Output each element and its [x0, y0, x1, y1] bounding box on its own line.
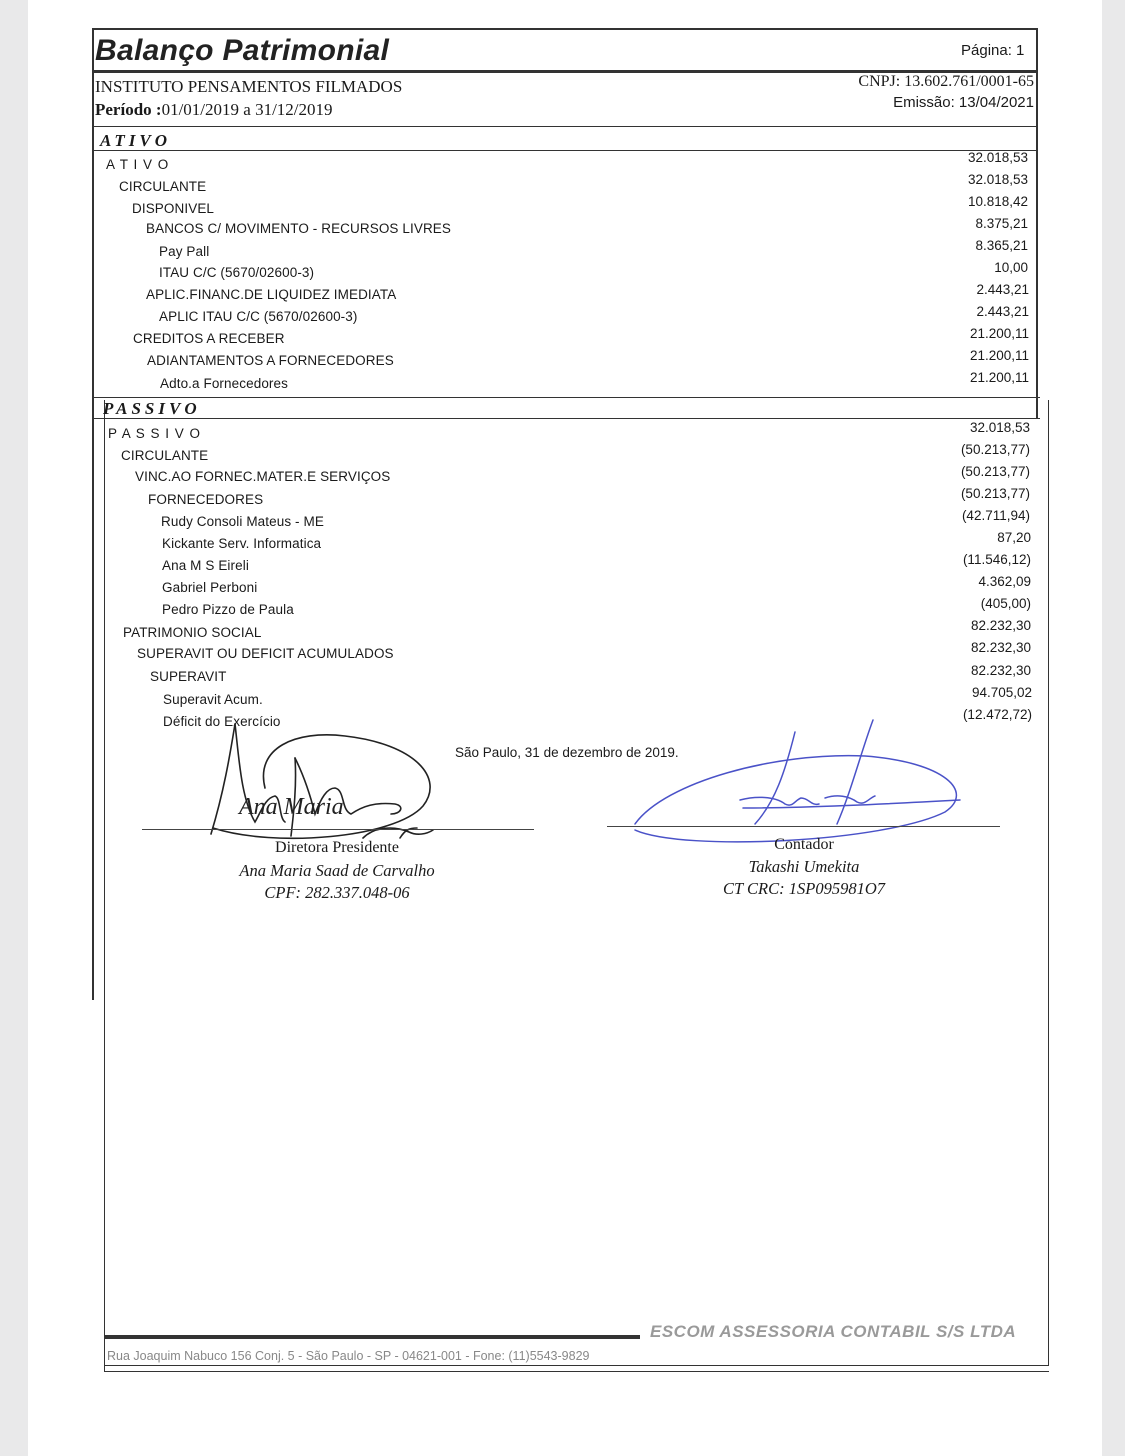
ativo-row-label: DISPONIVEL — [132, 201, 215, 216]
passivo-row-value: 82.232,30 — [970, 663, 1031, 678]
emission-date: Emissão: 13/04/2021 — [893, 94, 1034, 111]
passivo-row-value: 82.232,30 — [970, 640, 1031, 655]
ativo-title-line — [94, 150, 1038, 151]
passivo-row-label: Déficit do Exercício — [163, 714, 281, 729]
passivo-row-value: 82.232,30 — [970, 618, 1031, 633]
period-label: Período : — [95, 100, 162, 119]
footer-thick-line — [104, 1335, 640, 1339]
footer-bottom-line — [104, 1371, 1049, 1372]
company-name: INSTITUTO PENSAMENTOS FILMADOS — [95, 77, 403, 96]
passivo-row-value: (50.213,77) — [960, 442, 1030, 457]
passivo-row-label: SUPERAVIT OU DEFICIT ACUMULADOS — [137, 646, 394, 661]
frame-right-line-upper — [1036, 28, 1038, 418]
page-number: Página: 1 — [961, 42, 1025, 59]
ativo-row-label: APLIC ITAU C/C (5670/02600-3) — [159, 309, 358, 324]
ativo-row-label: Pay Pall — [159, 244, 210, 259]
frame-left-line-upper — [92, 28, 94, 1000]
signature-left-name: Ana Maria Saad de Carvalho — [239, 861, 435, 880]
signature-takashi — [625, 712, 970, 852]
passivo-section-title: PASSIVO — [103, 399, 201, 418]
passivo-row-label: Superavit Acum. — [163, 692, 263, 707]
signature-handwriting-text: Ana Maria — [239, 794, 344, 820]
passivo-row-value: (42.711,94) — [961, 508, 1030, 523]
frame-left-line-lower — [104, 400, 105, 1372]
place-date: São Paulo, 31 de dezembro de 2019. — [455, 745, 679, 760]
frame-right-line-lower — [1048, 400, 1049, 1366]
passivo-row-value: (50.213,77) — [960, 464, 1030, 479]
ativo-row-value: 2.443,21 — [976, 304, 1029, 319]
passivo-row-label: P A S S I V O — [108, 426, 202, 441]
ativo-row-value: 8.375,21 — [975, 216, 1028, 231]
signature-left-role: Diretora Presidente — [275, 839, 399, 856]
signature-right-name: Takashi Umekita — [748, 857, 860, 876]
signature-left-doc: CPF: 282.337.048-06 — [264, 883, 410, 902]
ativo-row-value: 32.018,53 — [967, 172, 1028, 187]
passivo-row-label: FORNECEDORES — [148, 492, 264, 507]
ativo-section-title: ATIVO — [100, 131, 172, 150]
passivo-row-label: Rudy Consoli Mateus - ME — [161, 514, 324, 529]
passivo-row-label: VINC.AO FORNEC.MATER.E SERVIÇOS — [135, 469, 391, 484]
ativo-row-value: 2.443,21 — [976, 282, 1029, 297]
ativo-row-value: 32.018,53 — [967, 150, 1028, 165]
passivo-row-value: (405,00) — [980, 596, 1031, 611]
ativo-row-label: APLIC.FINANC.DE LIQUIDEZ IMEDIATA — [146, 287, 397, 302]
passivo-row-label: SUPERAVIT — [150, 669, 227, 684]
passivo-row-value: 87,20 — [997, 530, 1031, 545]
ativo-row-value: 8.365,21 — [975, 238, 1028, 253]
passivo-row-value: (50.213,77) — [960, 486, 1030, 501]
ativo-row-value: 10,00 — [994, 260, 1028, 275]
frame-top-line — [92, 28, 1038, 30]
passivo-row-value: (12.472,72) — [962, 707, 1032, 722]
ativo-row-value: 10.818,42 — [967, 194, 1028, 209]
passivo-row-label: Ana M S Eireli — [162, 558, 249, 573]
ativo-row-value: 21.200,11 — [969, 370, 1029, 385]
signature-line-left — [142, 829, 534, 830]
ativo-row-label: BANCOS C/ MOVIMENTO - RECURSOS LIVRES — [146, 221, 451, 236]
cnpj: CNPJ: 13.602.761/0001-65 — [858, 73, 1034, 90]
ativo-row-label: A T I V O — [106, 157, 170, 172]
ativo-row-label: CREDITOS A RECEBER — [133, 331, 285, 346]
passivo-row-value: (11.546,12) — [962, 552, 1031, 567]
footer-firm-name: ESCOM ASSESSORIA CONTABIL S/S LTDA — [650, 1322, 1017, 1341]
passivo-row-label: Gabriel Perboni — [162, 580, 258, 595]
footer-inner-line — [104, 1365, 1049, 1366]
period-value: 01/01/2019 a 31/12/2019 — [161, 100, 333, 119]
ativo-row-label: ADIANTAMENTOS A FORNECEDORES — [147, 353, 394, 368]
ativo-row-value: 21.200,11 — [969, 348, 1029, 363]
signature-right-doc: CT CRC: 1SP095981O7 — [723, 879, 885, 898]
ativo-row-label: ITAU C/C (5670/02600-3) — [159, 265, 315, 280]
ativo-row-label: Adto.a Fornecedores — [160, 376, 288, 391]
passivo-row-value: 4.362,09 — [978, 574, 1031, 589]
header-bottom-line — [94, 126, 1038, 127]
passivo-row-value: 94.705,02 — [971, 685, 1032, 700]
passivo-top-line — [94, 397, 1040, 398]
passivo-title-line — [94, 418, 1040, 419]
signature-line-right — [607, 826, 1000, 827]
period — [95, 100, 333, 120]
passivo-row-label: Kickante Serv. Informatica — [162, 536, 322, 551]
passivo-row-label: PATRIMONIO SOCIAL — [123, 625, 262, 640]
ativo-row-value: 21.200,11 — [969, 326, 1029, 341]
passivo-row-label: Pedro Pizzo de Paula — [162, 602, 294, 617]
document-title: Balanço Patrimonial — [95, 34, 390, 67]
ativo-row-label: CIRCULANTE — [119, 179, 207, 194]
signature-right-role: Contador — [774, 836, 834, 853]
passivo-row-label: CIRCULANTE — [121, 448, 209, 463]
footer-address: Rua Joaquim Nabuco 156 Conj. 5 - São Paulo - SP - 04621-001 - Fone: (11)5543-9829 — [107, 1349, 590, 1363]
passivo-row-value: 32.018,53 — [969, 420, 1030, 435]
